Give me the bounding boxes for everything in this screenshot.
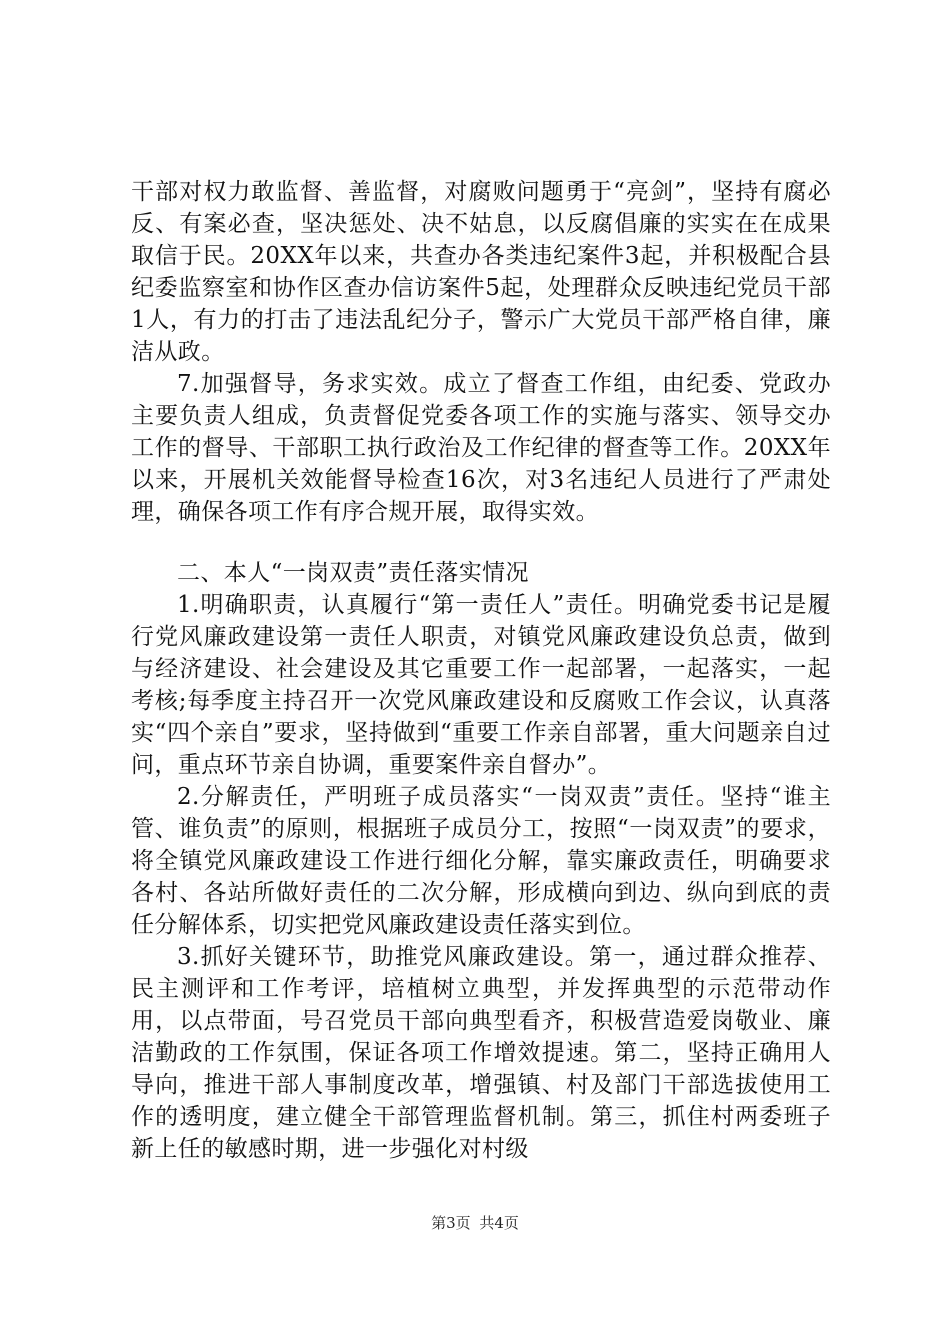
- page-total: 共4页: [479, 1214, 519, 1232]
- body-paragraph: 干部对权力敢监督、善监督，对腐败问题勇于“亮剑”，坚持有腐必反、有案必查，坚决惩处、决不姑息，以反腐倡廉的实实在在成果取信于民。20XX年以来，共查办各类违纪案件3起，并积极配合县纪委监察室和协作区查办信访案件5起，处理群众反映违纪党员干部1人，有力的打击了违法乱纪分子，警示广大党员干部严格自律，廉洁从政。: [131, 179, 831, 365]
- body-paragraph: 1.明确职责，认真履行“第一责任人”责任。明确党委书记是履行党风廉政建设第一责任人职责，对镇党风廉政建设负总责，做到与经济建设、社会建设及其它重要工作一起部署，一起落实，一起考核;每季度主持召开一次党风廉政建设和反腐败工作会议，认真落实“四个亲自”要求，坚持做到“重要工作亲自部署，重大问题亲自过问，重点环节亲自协调，重要案件亲自督办”。: [131, 592, 831, 778]
- page-number: 第3页: [431, 1214, 471, 1232]
- body-paragraph: 3.抓好关键环节，助推党风廉政建设。第一，通过群众推荐、民主测评和工作考评，培植树立典型，并发挥典型的示范带动作用，以点带面，号召党员干部向典型看齐，积极营造爱岗敬业、廉洁勤政的工作氛围，保证各项工作增效提速。第二，坚持正确用人导向，推进干部人事制度改革，增强镇、村及部门干部选拔使用工作的透明度，建立健全干部管理监督机制。第三，抓住村两委班子新上任的敏感时期，进一步强化对村级: [131, 944, 831, 1162]
- section-heading: 二、本人“一岗双责”责任落实情况: [177, 560, 529, 586]
- body-paragraph: 2.分解责任，严明班子成员落实“一岗双责”责任。坚持“谁主管、谁负责”的原则，根据班子成员分工，按照“一岗双责”的要求，将全镇党风廉政建设工作进行细化分解，靠实廉政责任，明确要求各村、各站所做好责任的二次分解，形成横向到边、纵向到底的责任分解体系，切实把党风廉政建设责任落实到位。: [131, 784, 831, 938]
- document-body: [131, 176, 831, 1165]
- page-footer: [0, 1213, 950, 1233]
- body-paragraph: 7.加强督导，务求实效。成立了督查工作组，由纪委、党政办主要负责人组成，负责督促党委各项工作的实施与落实、领导交办工作的督导、干部职工执行政治及工作纪律的督查等工作。20XX年以来，开展机关效能督导检查16次，对3名违纪人员进行了严肃处理，确保各项工作有序合规开展，取得实效。: [131, 371, 831, 525]
